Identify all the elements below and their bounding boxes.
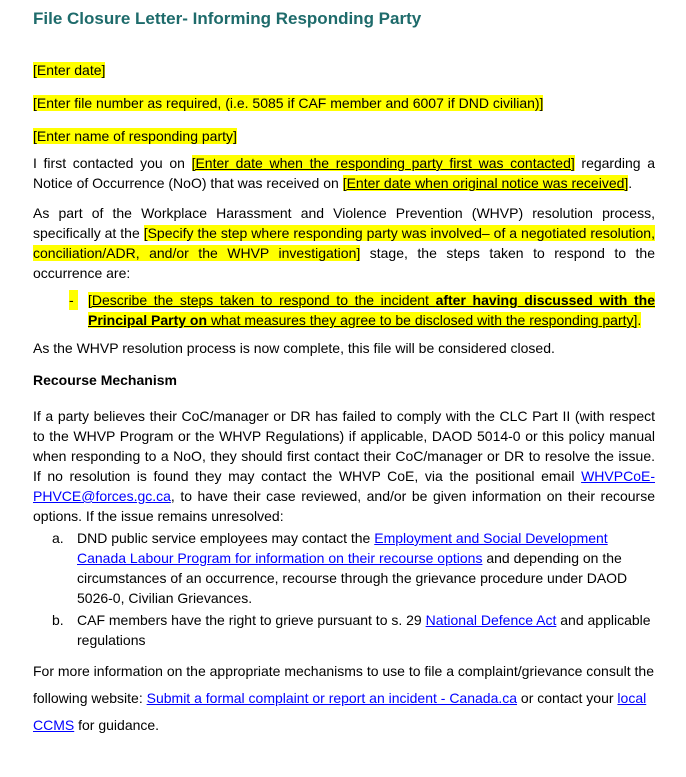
list-item-b-caf-members-run-2: and applicable regulations	[77, 612, 651, 648]
para-resolution-process-run-0: As part of the Workplace Harassment and Violence Prevention (WHVP) resolution process, specifically at the	[33, 205, 655, 241]
national-defence-act-link[interactable]: National Defence Act	[425, 612, 557, 628]
placeholder-first-contact-date: [Enter date when the responding party first was contacted]	[191, 155, 575, 171]
para-recourse-details-run-0: If a party believes their CoC/manager or DR has failed to comply with the CLC Part II (with respect to the WHVP Program or the WHVP Regulations) if applicable, DAOD 5014-0 or this policy manual when responding to a NoO, they should first contact their CoC/manager or DR to resolve the issue. If no resolution is found they may contact the WHVP CoE, via the positional email	[33, 408, 655, 484]
heading-recourse-mechanism	[33, 370, 655, 390]
para-more-info-run-2: or contact your	[517, 690, 618, 706]
para-file-closed-run-0: As the WHVP resolution process is now complete, this file will be considered closed.	[33, 340, 555, 356]
para-first-contact-run-4: .	[628, 175, 633, 191]
para-resolution-process-run-2: stage, the steps taken to respond to the occurrence are:	[33, 245, 655, 281]
para-recourse-details-run-2: , to have their case reviewed, and/or be given information on their recourse options. If the issue remains unresolved:	[33, 488, 655, 524]
list-item-a-dnd-employees-run-0: DND public service employees may contact the	[77, 530, 375, 546]
list-item-b-caf-members-run-0: CAF members have the right to grieve pursuant to s. 29	[77, 612, 426, 628]
document-body	[33, 8, 655, 739]
placeholder-file-number	[33, 93, 655, 113]
placeholder-date-text: [Enter date]	[33, 62, 106, 78]
esdc-labour-program-link[interactable]: Employment and Social Development Canada Labour Program for information on their recourse options	[77, 530, 608, 566]
para-first-contact-run-2: regarding a Notice of Occurrence (NoO) that was received on	[33, 155, 655, 191]
whvp-coe-email-link[interactable]: WHVPCoE-PHVCE@forces.gc.ca	[33, 468, 655, 504]
submit-complaint-link[interactable]: Submit a formal complaint or report an incident - Canada.ca	[146, 690, 518, 706]
page-title	[33, 8, 655, 30]
para-more-info-run-0: For more information on the appropriate mechanisms to use to file a complaint/grievance consult the following website:	[33, 663, 654, 706]
para-more-info	[33, 658, 655, 739]
para-first-contact	[33, 153, 655, 193]
list-item-a-dnd-employees-run-2: and depending on the circumstances of an occurrence, recourse through the grievance procedure under DAOD 5026-0, Civilian Grievances.	[77, 550, 628, 606]
local-ccms-link[interactable]: local CCMS	[33, 690, 647, 733]
para-first-contact-run-0: I first contacted you on	[33, 155, 192, 171]
placeholder-responding-party	[33, 126, 655, 146]
bullet-describe-steps	[33, 290, 655, 330]
list-item-b-caf-members-marker: b.	[52, 612, 64, 628]
placeholder-date	[33, 60, 655, 80]
heading-recourse-mechanism-text: Recourse Mechanism	[33, 372, 177, 388]
page-title-text: File Closure Letter- Informing Responding Party	[33, 9, 422, 28]
para-more-info-run-4: for guidance.	[74, 717, 160, 733]
placeholder-describe-steps-start: [Describe the steps taken to respond to the incident	[88, 292, 436, 308]
placeholder-describe-steps-bold: after having discussed with the Principal Party on	[88, 292, 655, 328]
list-item-a-dnd-employees	[33, 528, 655, 608]
list-item-a-dnd-employees-marker: a.	[52, 530, 64, 546]
para-recourse-details	[33, 406, 655, 526]
para-file-closed	[33, 338, 655, 358]
para-resolution-process	[33, 203, 655, 283]
placeholder-resolution-step: [Specify the step where responding party was involved– of a negotiated resolution, conciliation/ADR, and/or the WHVP investigation]	[33, 225, 655, 261]
placeholder-notice-received-date: [Enter date when original notice was received]	[342, 175, 629, 191]
bullet-describe-steps-run-3: .	[637, 312, 642, 328]
bullet-describe-steps-marker: -	[69, 290, 78, 310]
placeholder-describe-steps-end: what measures they agree to be disclosed with the responding party]	[210, 312, 638, 328]
placeholder-file-number-text: [Enter file number as required, (i.e. 5085 if CAF member and 6007 if DND civilian)]	[33, 95, 544, 111]
placeholder-responding-party-text: [Enter name of responding party]	[33, 128, 237, 144]
list-item-b-caf-members	[33, 610, 655, 650]
